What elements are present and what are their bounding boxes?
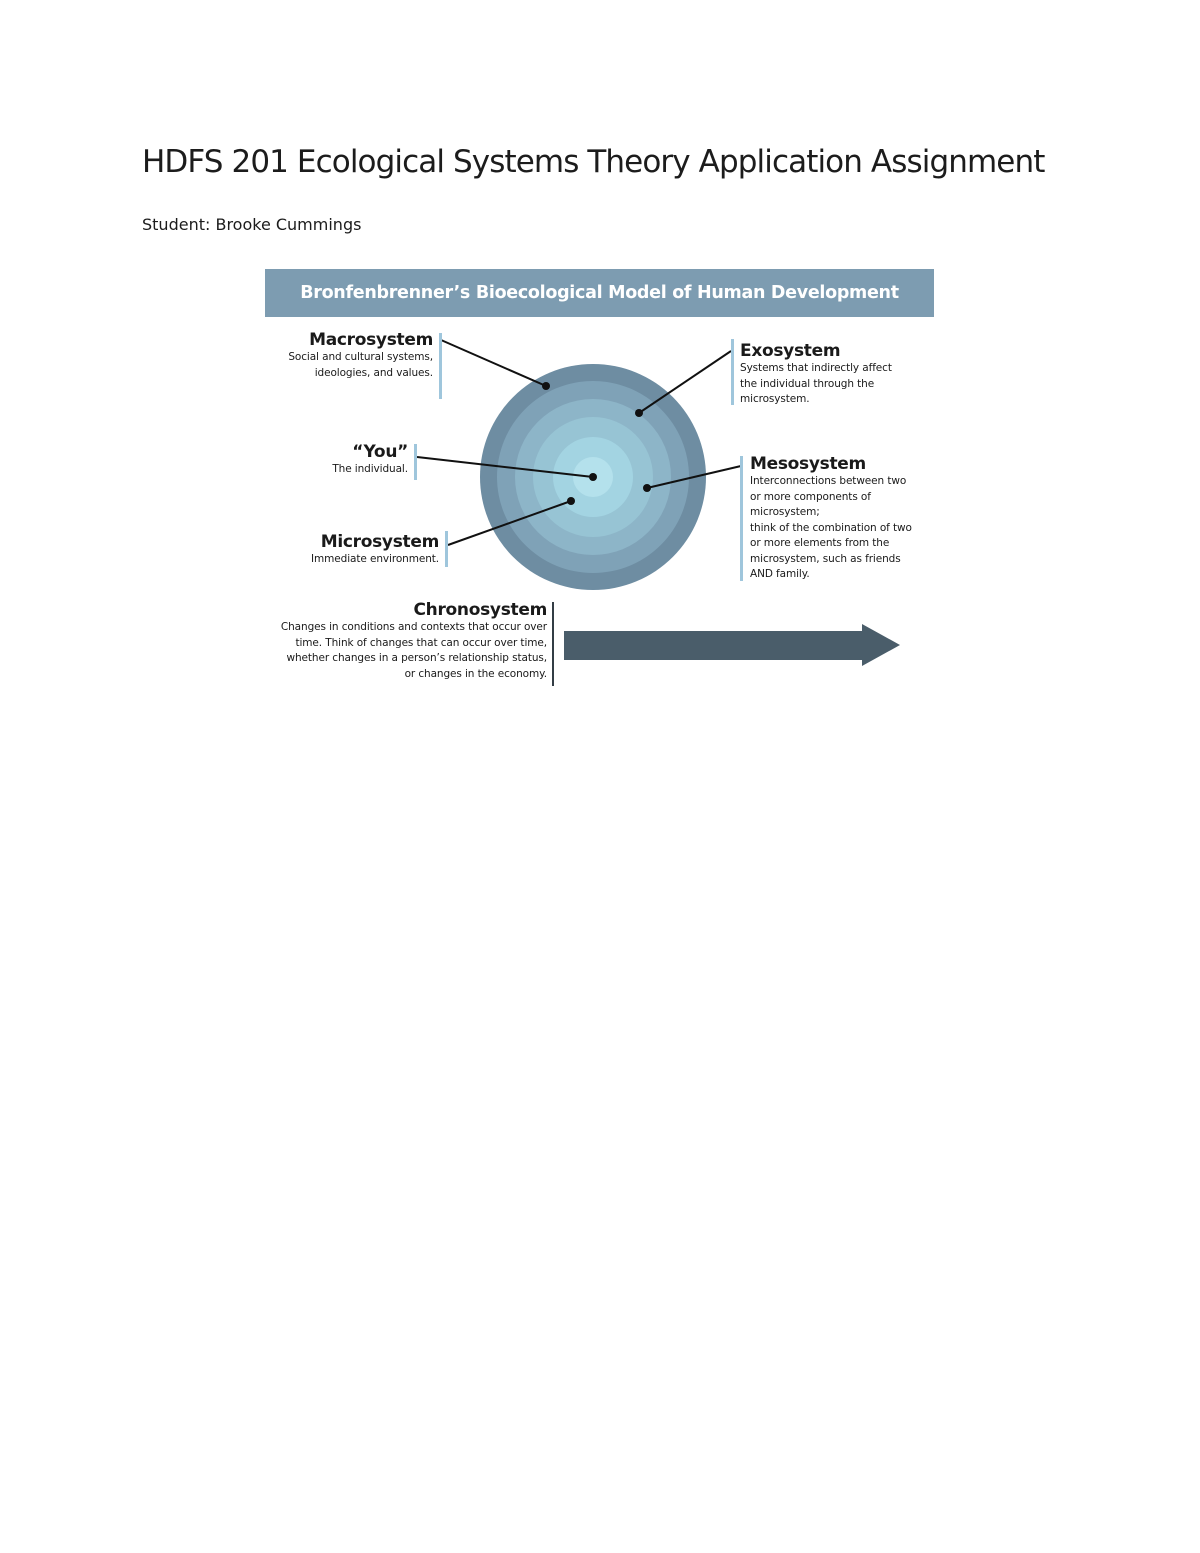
macrosystem-description: Social and cultural systems, ideologies, and values. [288, 351, 433, 379]
mesosystem-accent-bar [740, 456, 743, 581]
mesosystem-description-1: Interconnections between two or more components of microsystem; [750, 475, 907, 518]
exosystem-description: Systems that indirectly affect the individual through the microsystem. [740, 362, 892, 405]
exosystem-title: Exosystem [740, 341, 841, 361]
you-accent-bar [414, 444, 417, 480]
you-title: “You” [352, 442, 408, 462]
microsystem-description: Immediate environment. [311, 553, 439, 565]
chronosystem-description: Changes in conditions and contexts that occur over time. Think of changes that can occur over time, whether changes in a person’s relationship status, or changes in the economy. [280, 621, 547, 680]
microsystem-accent-bar [445, 531, 448, 567]
exosystem-accent-bar [731, 339, 734, 405]
chronosystem-title: Chronosystem [413, 600, 547, 620]
dot-microsystem [567, 497, 575, 505]
dot-you [589, 473, 597, 481]
dot-exosystem [635, 409, 643, 417]
chronosystem-accent-bar [552, 602, 554, 686]
microsystem-title: Microsystem [320, 532, 439, 552]
dot-macrosystem [542, 382, 550, 390]
mesosystem-title: Mesosystem [750, 454, 866, 474]
mesosystem-description-2: think of the combination of two or more elements from the microsystem, such as friends AND family. [750, 521, 912, 580]
page-title: HDFS 201 Ecological Systems Theory Application Assignment [142, 144, 1045, 180]
you-description: The individual. [332, 463, 408, 475]
exosystem-label [740, 341, 898, 408]
connector-macrosystem [441, 340, 546, 386]
macrosystem-title: Macrosystem [309, 330, 433, 350]
bioecological-model-figure [265, 269, 934, 694]
macrosystem-accent-bar [439, 333, 442, 399]
chronosystem-label [275, 600, 547, 682]
macrosystem-label [285, 330, 433, 381]
microsystem-label [285, 532, 439, 568]
mesosystem-label [750, 454, 915, 583]
dot-mesosystem [643, 484, 651, 492]
figure-banner-title: Bronfenbrenner’s Bioecological Model of Human Development [265, 269, 934, 317]
student-name: Student: Brooke Cummings [142, 215, 362, 234]
chronosystem-time-arrow [564, 624, 900, 666]
you-label [295, 442, 408, 478]
